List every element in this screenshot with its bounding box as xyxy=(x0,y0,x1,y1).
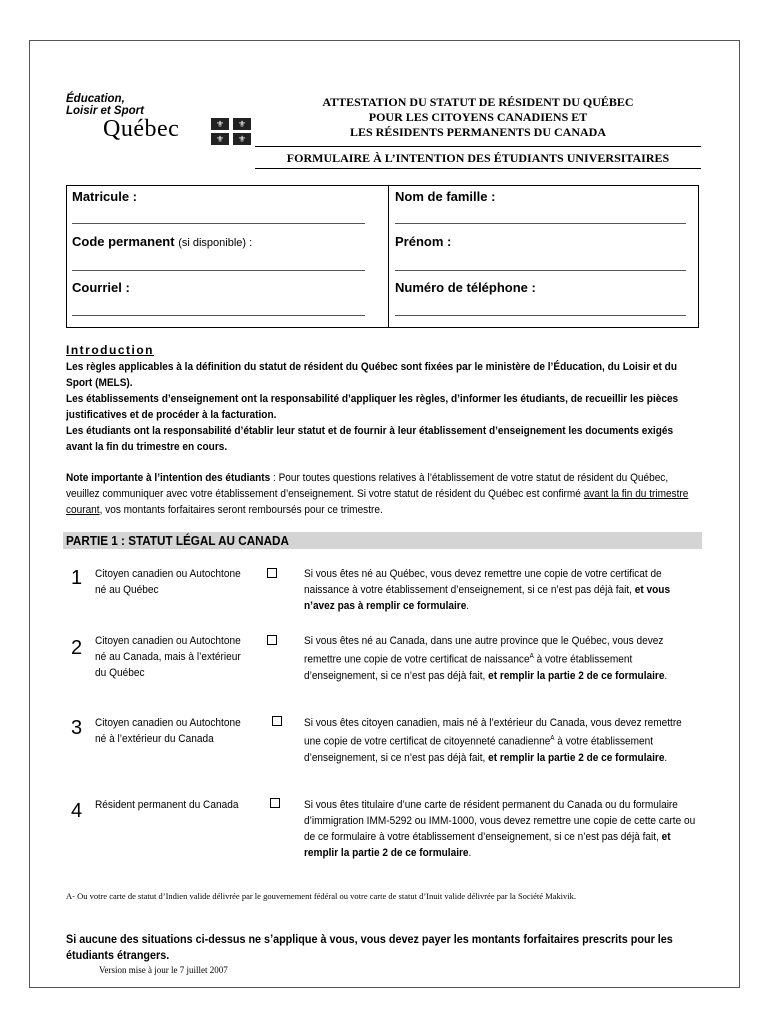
fleur-de-lis-icon: ⚜ xyxy=(233,118,251,130)
fleur-de-lis-icon: ⚜ xyxy=(211,118,229,130)
footnote-marker: A xyxy=(550,735,555,742)
fleur-de-lis-icon: ⚜ xyxy=(233,133,251,145)
desc-text: Si vous êtes né au Québec, vous devez remettre une copie de votre certificat de naissance à votre établissement d’enseignement, si ce n’est pas déjà fait, xyxy=(304,568,662,596)
note-text-2: , vos montants forfaitaires seront remboursés pour ce trimestre. xyxy=(99,504,383,516)
title-line2: POUR LES CITOYENS CANADIENS ET xyxy=(368,110,588,124)
first-name-field[interactable] xyxy=(395,270,686,271)
intro-paragraph-2: Les établissements d’enseignement ont la responsabilité d’appliquer les règles, d’informer les étudiants, de recueillir les pièces justificatives et de procéder à la facturation. xyxy=(66,393,679,421)
first-name-label: Prénom : xyxy=(395,234,452,249)
permanent-code-hint: (si disponible) : xyxy=(178,237,253,249)
status-option-label: Citoyen canadien ou Autochtone né au Québec xyxy=(95,568,241,596)
form-subtitle: FORMULAIRE À L’INTENTION DES ÉTUDIANTS UNIVERSITAIRES xyxy=(286,151,670,165)
matricule-field[interactable] xyxy=(72,223,365,224)
intro-paragraph-1: Les règles applicables à la définition du statut de résident du Québec sont fixées par le ministère de l’Éducation, du Loisir et du Sport (MELS). xyxy=(66,361,677,389)
part1-heading: PARTIE 1 : STATUT LÉGAL AU CANADA xyxy=(66,533,289,548)
desc-text: Si vous êtes titulaire d’une carte de résident permanent du Canada ou du formulaire d’immigration IMM-5292 ou IMM-1000, vous devez remettre une copie de cette carte ou de ce formulaire à votre établissement d’enseignement, si ce n’est pas déjà fait, xyxy=(304,799,696,843)
last-name-label: Nom de famille : xyxy=(395,189,496,204)
form-title xyxy=(255,95,701,140)
desc-end: . xyxy=(468,847,472,859)
quebec-flag-icon xyxy=(211,118,252,147)
column-divider xyxy=(388,186,389,327)
title-line1: ATTESTATION DU STATUT DE RÉSIDENT DU QUÉBEC xyxy=(322,95,634,109)
status-checkbox-1[interactable] xyxy=(267,568,277,578)
item-number: 4 xyxy=(71,800,83,822)
desc-bold: et vous n’avez pas à remplir ce formulaire xyxy=(304,584,671,612)
permanent-code-field[interactable] xyxy=(72,270,365,271)
note-label: Note importante à l’intention des étudiants xyxy=(66,472,271,484)
ministry-name-line1: Éducation, xyxy=(66,93,125,105)
item-number: 2 xyxy=(71,637,83,659)
desc-end: . xyxy=(466,600,470,612)
desc-end: . xyxy=(664,751,668,764)
last-name-field[interactable] xyxy=(395,223,686,224)
note-underlined: avant la fin du trimestre courant xyxy=(66,488,689,516)
status-option-label: Citoyen canadien ou Autochtone né au Canada, mais à l’extérieur du Québec xyxy=(95,635,241,679)
intro-heading: Introduction xyxy=(66,343,154,357)
status-checkbox-2[interactable] xyxy=(267,635,277,645)
item-number: 1 xyxy=(71,567,83,589)
status-option-description xyxy=(304,715,700,766)
desc-text: Si vous êtes né au Canada, dans une autre province que le Québec, vous devez remettre une copie de votre certificat de naissance xyxy=(304,635,664,666)
identification-box xyxy=(66,185,699,328)
item-number: 3 xyxy=(71,717,83,739)
email-label: Courriel : xyxy=(72,280,130,295)
status-option-description xyxy=(304,633,700,684)
status-option-description xyxy=(304,566,700,614)
ministry-name-line2: Loisir et Sport xyxy=(66,105,144,117)
matricule-label: Matricule : xyxy=(72,189,138,204)
status-checkbox-3[interactable] xyxy=(272,716,282,726)
closing-statement: Si aucune des situations ci-dessus ne s’applique à vous, vous devez payer les montants forfaitaires prescrits pour les étudiants étrangers. xyxy=(66,932,673,962)
desc-rest: à votre établissement d’enseignement, si ce n’est pas déjà fait, xyxy=(304,735,654,764)
email-field[interactable] xyxy=(72,315,365,316)
subtitle-divider xyxy=(255,168,701,169)
fleur-de-lis-icon: ⚜ xyxy=(211,133,229,145)
quebec-wordmark: Québec xyxy=(103,116,180,142)
part1-heading-bar xyxy=(63,532,702,549)
status-checkbox-4[interactable] xyxy=(270,798,280,808)
permanent-code-text: Code permanent xyxy=(72,234,175,249)
phone-field[interactable] xyxy=(395,315,686,316)
footnote-a: A- Ou votre carte de statut d’Indien valide délivrée par le gouvernement fédéral ou votre carte de statut d’Inuit valide délivrée par la Société Makivik. xyxy=(66,891,577,901)
footnote-marker: A xyxy=(529,653,534,660)
title-line3: LES RÉSIDENTS PERMANENTS DU CANADA xyxy=(349,125,607,139)
permanent-code-label xyxy=(72,234,252,249)
phone-label: Numéro de téléphone : xyxy=(395,280,536,295)
title-divider xyxy=(255,146,701,147)
desc-rest: à votre établissement d’enseignement, si ce n’est pas déjà fait, xyxy=(304,653,633,682)
desc-bold: et remplir la partie 2 de ce formulaire xyxy=(488,751,665,764)
desc-text: Si vous êtes citoyen canadien, mais né à l’extérieur du Canada, vous devez remettre une copie de votre certificat de citoyenneté canadienne xyxy=(304,717,682,748)
desc-bold: et remplir la partie 2 de ce formulaire xyxy=(488,669,665,682)
version-note: Version mise à jour le 7 juillet 2007 xyxy=(99,965,228,975)
important-note xyxy=(66,470,692,518)
status-option-label: Citoyen canadien ou Autochtone né à l’extérieur du Canada xyxy=(95,717,241,745)
ministry-name xyxy=(66,93,144,117)
desc-end: . xyxy=(664,669,668,682)
note-text-1: : Pour toutes questions relatives à l’établissement de votre statut de résident du Québec, veuillez communiquer avec votre établissement d’enseignement. Si votre statut de résident du Québec est confirmé xyxy=(66,472,669,500)
intro-paragraph-3: Les étudiants ont la responsabilité d’établir leur statut et de fournir à leur établissement d’enseignement les documents exigés avant la fin du trimestre en cours. xyxy=(66,425,674,453)
status-option-description xyxy=(304,797,700,861)
status-option-label: Résident permanent du Canada xyxy=(95,799,239,811)
desc-bold: et remplir la partie 2 de ce formulaire xyxy=(304,831,671,859)
